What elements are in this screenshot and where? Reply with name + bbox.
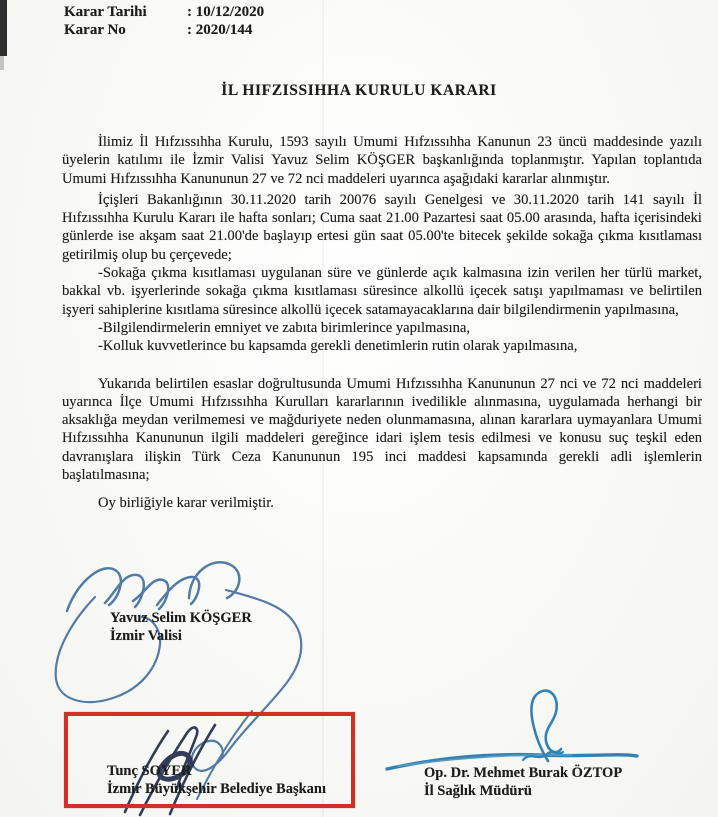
body-paragraph: -Sokağa çıkma kısıtlaması uygulanan süre ve günlerde açık kalmasına izin verilen her türlü market, bakkal vb. işyerlerinde sokağa çıkma kısıtlaması süresince alkollü içecek satışı yapılmaması ve belirtilen işyeri sahiplerine kısıtlama süresince alkollü içecek satamayacaklarına dair bilgilendirmenin yapılmasına, bbox=[62, 265, 702, 318]
signatory-title: İzmir Valisi bbox=[110, 627, 182, 644]
decision-number-value: : 2020/144 bbox=[187, 21, 253, 38]
scan-edge-artifact bbox=[0, 0, 7, 56]
signatory-title: İzmir Büyükşehir Belediye Başkanı bbox=[107, 780, 327, 797]
signatory-name: Tunç SOYER bbox=[107, 763, 192, 779]
signatory-health-director bbox=[424, 765, 622, 800]
oztop-signature-scribble bbox=[387, 691, 637, 769]
body-paragraph: Yukarıda belirtilen esaslar doğrultusunda Umumi Hıfzıssıhha Kanununun 27 nci ve 72 nci maddeleri uyarınca İlçe Umumi Hıfzıssıhha Kurulları kararlarının ivedilikle alınmasına, uygulamada herhangi bir aksaklığa meydan verilmemesi ve mağduriyete neden olunmamasına, alınan kararlara uymayanlara Umumi Hıfzıssıhha Kanununun ilgili maddeleri gereğince idari işlem tesis edilmesi ve konusu suç teşkil eden davranışlara ilişkin Türk Ceza Kanununun 195 inci maddesi kapsamında gerekli adli işlemlerin başlatılmasına; bbox=[62, 375, 702, 484]
decision-date-label: Karar Tarihi bbox=[64, 4, 147, 20]
signatory-governor bbox=[110, 610, 252, 645]
decision-meta bbox=[64, 4, 264, 39]
signatory-title: İl Sağlık Müdürü bbox=[424, 782, 532, 799]
signatory-mayor bbox=[107, 763, 326, 798]
decision-date-row bbox=[64, 4, 264, 22]
signatory-name: Yavuz Selim KÖŞGER bbox=[110, 610, 252, 626]
scan-smudge-artifact bbox=[0, 56, 4, 70]
body-paragraph: İçişleri Bakanlığının 30.11.2020 tarih 20076 sayılı Genelgesi ve 30.11.2020 tarih 141 sayılı İl Hıfzıssıhha Kurulu Kararı ile hafta sonları; Cuma saat 21.00 Pazartesi saat 05.00 arasında, hafta içerisindeki günlerde ise akşam saat 21.00'de başlayıp ertesi gün saat 05.00'te bitecek şekilde sokağa çıkma kısıtlaması getirilmiş olup bu çerçevede; bbox=[62, 191, 702, 263]
body-paragraph: İlimiz İl Hıfzıssıhha Kurulu, 1593 sayılı Umumi Hıfzıssıhha Kanunun 23 üncü maddesinde yazılı üyelerin katılımı ile İzmir Valisi Yavuz Selim KÖŞGER başkanlığında toplanmıştır. Yapılan toplantıda Umumi Hıfzıssıhha Kanununun 27 ve 72 nci maddeleri uyarınca aşağıdaki kararlar alınmıştır. bbox=[62, 134, 702, 187]
decision-number-row bbox=[64, 22, 264, 40]
signatory-name: Op. Dr. Mehmet Burak ÖZTOP bbox=[424, 765, 623, 781]
body-paragraph: -Kolluk kuvvetlerince bu kapsamda gerekli denetimlerin rutin olarak yapılmasına, bbox=[98, 338, 578, 355]
decision-date-value: : 10/12/2020 bbox=[187, 4, 265, 20]
body-paragraph: -Bilgilendirmelerin emniyet ve zabıta birimlerince yapılmasına, bbox=[98, 319, 471, 336]
page-title: İL HIFZISSIHHA KURULU KARARI bbox=[221, 82, 497, 99]
decision-body bbox=[62, 133, 702, 513]
body-paragraph: Oy birliğiyle karar verilmiştir. bbox=[98, 495, 274, 512]
decision-number-label: Karar No bbox=[64, 21, 126, 38]
